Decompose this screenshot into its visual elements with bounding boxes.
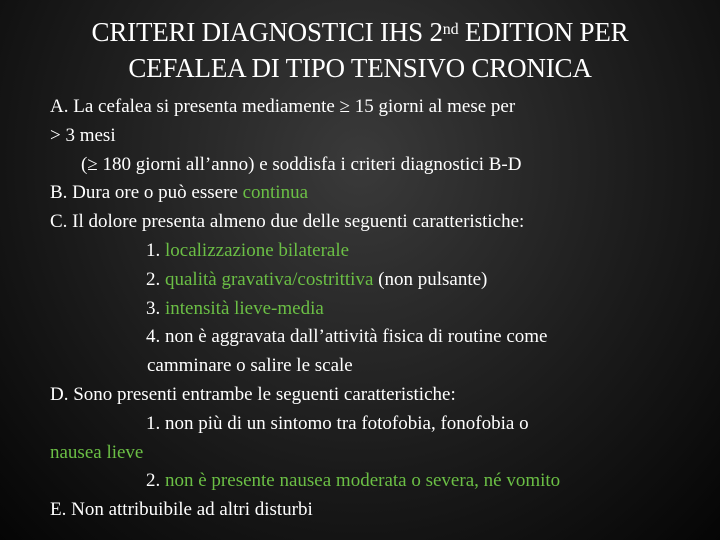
criterion-d-item-1-line-2: nausea lieve	[50, 441, 144, 463]
criterion-d-item-1-line-1: 1. non più di un sintomo tra fotofobia, fonofobia o	[146, 412, 529, 434]
criterion-c-item-4-line-1: 4. non è aggravata dall’attività fisica di routine come	[146, 326, 548, 348]
item-number: 1.	[146, 239, 165, 261]
criterion-c-item-2-highlight: qualità gravativa/costrittiva	[165, 268, 374, 290]
title-superscript: nd	[442, 21, 459, 38]
title-line-2: CEFALEA DI TIPO TENSIVO CRONICA	[128, 53, 592, 83]
criterion-c-item-2-text: (non pulsante)	[373, 268, 488, 290]
item-number: 3.	[146, 297, 165, 319]
criterion-a-line-2: > 3 mesi	[50, 124, 116, 146]
criterion-a-line-1: A. La cefalea si presenta mediamente ≥ 15 giorni al mese per	[50, 96, 516, 117]
title-line-1-text: CRITERI DIAGNOSTICI IHS 2	[91, 17, 443, 47]
criterion-e: E. Non attribuibile ad altri disturbi	[50, 499, 313, 521]
slide-title	[0, 14, 720, 86]
criterion-d-item-2-highlight: non è presente nausea moderata o severa, né vomito	[165, 470, 561, 492]
criterion-b	[50, 179, 710, 208]
criterion-c: C. Il dolore presenta almeno due delle seguenti caratteristiche:	[50, 211, 525, 233]
criterion-d: D. Sono presenti entrambe le seguenti caratteristiche:	[50, 383, 456, 405]
criterion-c-item-3-highlight: intensità lieve-media	[165, 297, 324, 319]
criterion-a-line-3: (≥ 180 giorni all’anno) e soddisfa i criteri diagnostici B-D	[81, 153, 522, 175]
title-line-1	[0, 14, 720, 50]
item-number: 2.	[146, 268, 165, 290]
criteria-body	[50, 93, 710, 525]
item-number: 2.	[146, 470, 165, 492]
title-line-1-end: EDITION PER	[458, 17, 629, 47]
criterion-c-item-4-line-2: camminare o salire le scale	[147, 355, 353, 377]
criterion-d-item-2	[50, 467, 710, 496]
criterion-b-text: B. Dura ore o può essere	[50, 182, 243, 204]
criterion-c-item-1	[50, 237, 710, 266]
criterion-c-item-2	[50, 266, 710, 295]
criterion-c-item-1-highlight: localizzazione bilaterale	[165, 239, 350, 261]
criterion-b-highlight: continua	[242, 182, 309, 204]
criterion-c-item-3	[50, 295, 710, 324]
